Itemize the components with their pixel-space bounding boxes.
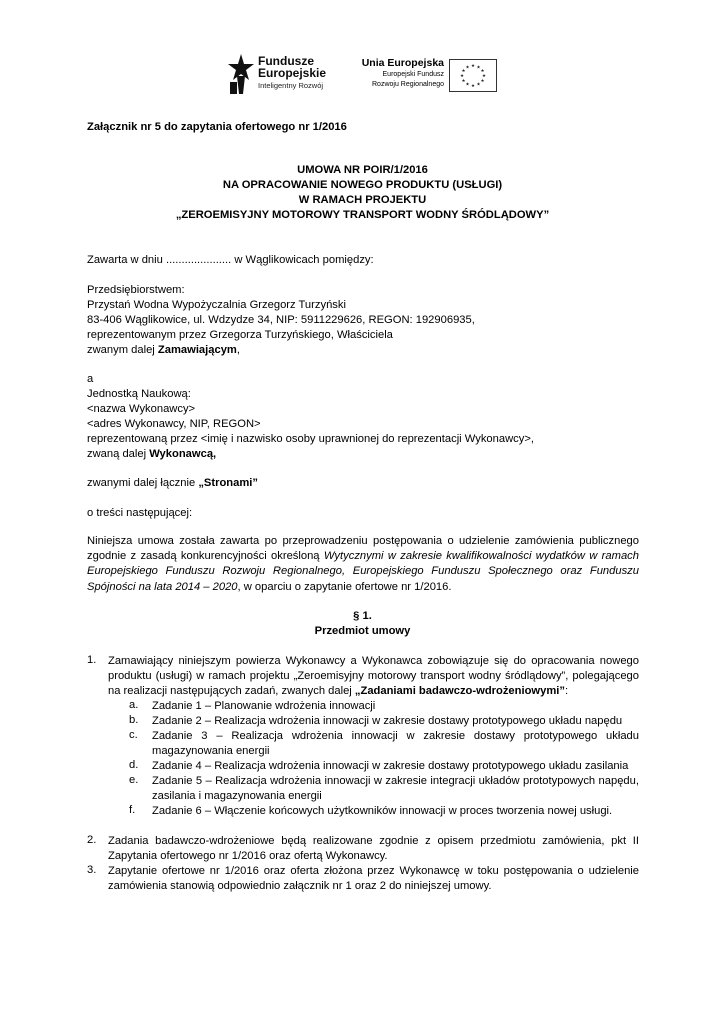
svg-text:★: ★ [470,84,476,89]
together-role: „Stronami” [198,477,258,489]
subitem-letter: f. [129,804,136,816]
subitem-letter: d. [129,759,139,771]
item-number: 1. [87,654,97,666]
fe-logo-line2: Europejskie [258,66,327,80]
svg-text:★: ★ [476,65,481,71]
party1-rep: reprezentowanym przez Grzegorza Turzyńskiego, Właściciela [87,329,393,341]
item-number: 2. [87,834,97,846]
svg-text:★: ★ [476,82,481,88]
party2-role: Wykonawcą, [149,448,217,460]
subitem-letter: a. [129,699,139,711]
intro-text: Zawarta w dniu ..................... w Wąglikowicach pomiędzy: [87,254,374,266]
section-number: § 1. [353,610,372,622]
svg-text:★: ★ [461,69,466,74]
party1-label: Przedsiębiorstwem: [87,284,185,296]
party1-address: 83-406 Wąglikowice, ul. Wdzydze 34, NIP: 5911229626, REGON: 192906935, [87,314,475,326]
subitem-text: Zadanie 6 – Włączenie końcowych użytkowników innowacji w proces tworzenia nowej usługi. [152,805,613,817]
fe-logo-line3: Inteligentny Rozwój [258,81,324,90]
fe-logo-line1: Fundusze [258,54,314,68]
section-title: Przedmiot umowy [314,625,411,637]
preamble-paragraph: Niniejsza umowa została zawarta po przeprowadzeniu postępowania o udzielenie zamówienia publicznego zgodnie z zasadą konkurencyjności określoną Wytycznymi w zakresie kwalifikowalności wydatków w ramach Europejskiego Funduszu Rozwoju Regionalnego, Europejskiego Funduszu Społecznego oraz Funduszu Spójności na lata 2014 – 2020, w oparciu o zapytanie ofertowe nr 1/2016. [87,535,639,593]
party2-called: zwaną dalej Wykonawcą, [87,448,217,460]
fe-star-icon [227,52,255,96]
and-text: a [87,373,94,385]
title-line-4: „ZEROEMISYJNY MOTOROWY TRANSPORT WODNY ŚRÓDLĄDOWY” [175,209,550,221]
item-text: Zamawiający niniejszym powierza Wykonawcy a Wykonawca zobowiązuje się do opracowania nowego produktu (usługi) w ramach projektu „Zeroemisyjny motorowy transport wodny śródlądowy”, polegającego na realizacji następujących zadań, zwanych dalej „Zadaniami badawczo-wdrożeniowymi”: [108,655,639,698]
party2-label: Jednostką Naukową: [87,388,191,400]
svg-text:★: ★ [470,64,476,69]
fundusze-europejskie-logo [227,52,347,98]
subitem-text: Zadanie 1 – Planowanie wdrożenia innowacji [152,700,376,712]
ue-logo-line3: Rozwoju Regionalnego [372,80,444,88]
svg-text:★: ★ [480,79,485,84]
annex-label: Załącznik nr 5 do zapytania ofertowego nr 1/2016 [87,121,347,133]
title-line-1: UMOWA NR POIR/1/2016 [297,164,428,176]
preamble-guidelines: Wytycznymi w zakresie kwalifikowalności wydatków w ramach Europejskiego Funduszu Rozwoju Regionalnego, Europejskiego Funduszu Społecznego oraz Funduszu Spójności na lata 2014 – 2020 [87,550,639,593]
party2-address: <adres Wykonawcy, NIP, REGON> [87,418,261,430]
party2-name: <nazwa Wykonawcy> [87,403,196,415]
svg-text:★: ★ [481,74,487,79]
party1-called: zwanym dalej Zamawiającym, [87,344,240,356]
party2-rep: reprezentowaną przez <imię i nazwisko osoby uprawnionej do reprezentacji Wykonawcy>, [87,433,535,445]
subitem-text: Zadanie 2 – Realizacja wdrożenia innowacji w zakresie dostawy prototypowego układu napędu [152,715,623,727]
svg-text:★: ★ [465,82,470,88]
svg-text:★: ★ [459,74,465,79]
subitem-letter: c. [129,729,138,741]
title-line-3: W RAMACH PROJEKTU [298,194,427,206]
item-term: „Zadaniami badawczo-wdrożeniowymi” [354,685,566,698]
subitem-letter: e. [129,774,139,786]
subitem-letter: b. [129,714,139,726]
subitem-text: Zadanie 4 – Realizacja wdrożenia innowacji w zakresie dostawy prototypowego układu zasilania [152,760,629,772]
svg-text:★: ★ [461,79,466,84]
eu-flag-icon [449,59,497,92]
party1-name: Przystań Wodna Wypożyczalnia Grzegorz Turzyński [87,299,346,311]
content-of-text: o treści następującej: [87,507,193,519]
item-text: Zapytanie ofertowe nr 1/2016 oraz oferta złożona przez Wykonawcę w toku postępowania o udzielenie zamówienia stanowią odpowiednio załącznik nr 1 oraz 2 do niniejszej umowy. [108,865,639,893]
together-text: zwanymi dalej łącznie „Stronami” [87,477,258,489]
ue-logo-line2: Europejski Fundusz [382,71,444,78]
subitem-text: Zadanie 3 – Realizacja wdrożenia innowacji w zakresie dostawy prototypowego układu magazynowania energii [152,730,639,758]
ue-logo-line1: Unia Europejska [361,57,444,69]
item-text: Zadania badawczo-wdrożeniowe będą realizowane zgodnie z opisem przedmiotu zamówienia, pkt II Zapytania ofertowego nr 1/2016 oraz ofertą Wykonawcy. [108,835,639,863]
party1-role: Zamawiającym [157,344,237,356]
svg-text:★: ★ [465,65,470,71]
svg-text:★: ★ [480,69,485,74]
unia-europejska-logo [356,57,501,97]
subitem-text: Zadanie 5 – Realizacja wdrożenia innowacji w zakresie integracji układów prototypowych napędu, zasilania i magazynowania energii [152,775,639,803]
title-line-2: NA OPRACOWANIE NOWEGO PRODUKTU (USŁUGI) [222,179,503,191]
item-number: 3. [87,864,97,876]
